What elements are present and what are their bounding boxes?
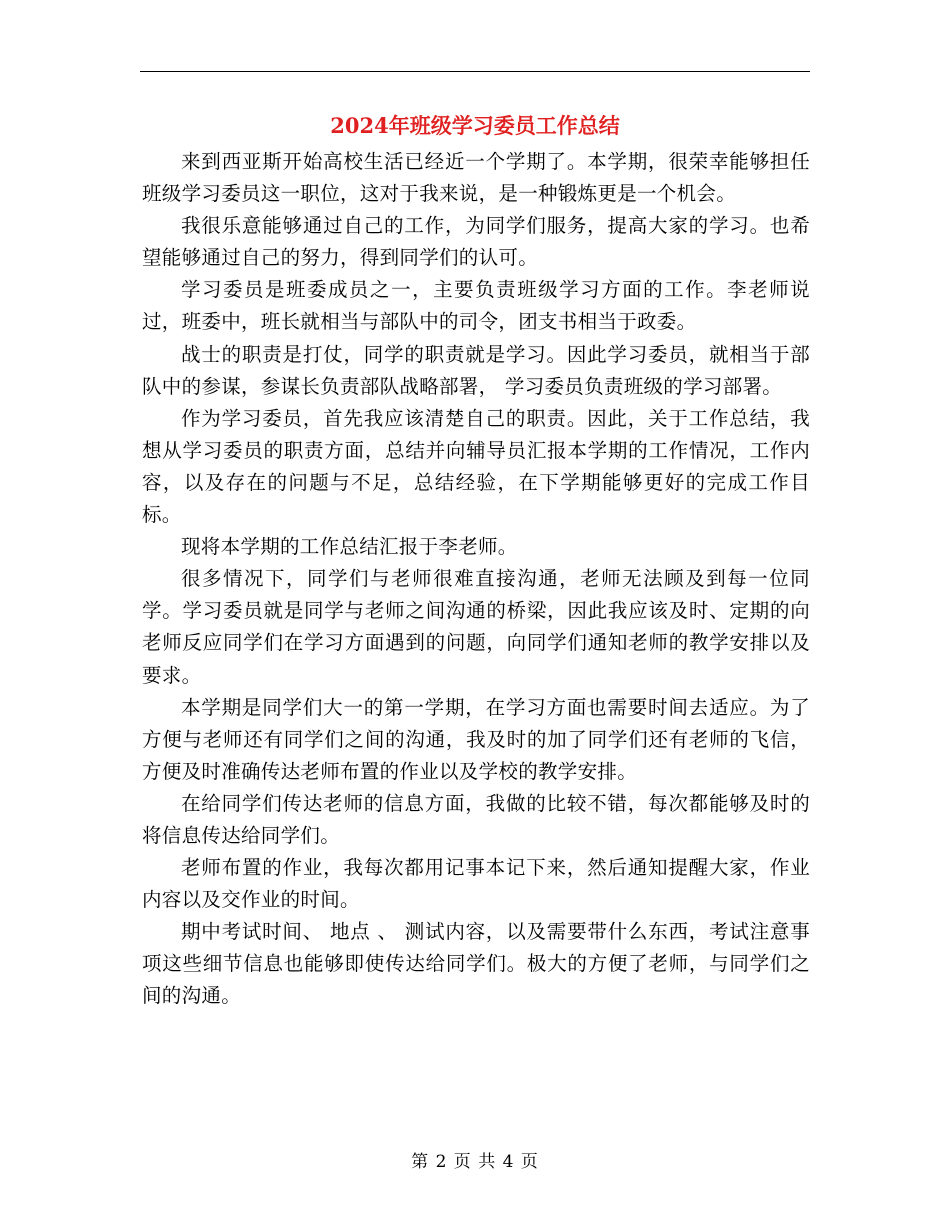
paragraph-9: 在给同学们传达老师的信息方面，我做的比较不错，每次都能够及时的将信息传达给同学们。: [142, 791, 810, 847]
paragraph-3: 学习委员是班委成员之一，主要负责班级学习方面的工作。李老师说过，班委中，班长就相当与部队中的司令，团支书相当于政委。: [142, 278, 810, 334]
document-body: [142, 146, 810, 1013]
header-rule: [140, 71, 810, 72]
paragraph-7: 很多情况下，同学们与老师很难直接沟通，老师无法顾及到每一位同学。学习委员就是同学与老师之间沟通的桥梁，因此我应该及时、定期的向老师反应同学们在学习方面遇到的问题，向同学们通知老师的教学安排以及要求。: [142, 567, 810, 687]
page-number-footer: 第 2 页 共 4 页: [411, 1152, 539, 1172]
paragraph-10: 老师布置的作业，我每次都用记事本记下来，然后通知提醒大家，作业内容以及交作业的时间。: [142, 856, 810, 912]
paragraph-6: 现将本学期的工作总结汇报于李老师。: [181, 535, 518, 559]
paragraph-2: 我很乐意能够通过自己的工作，为同学们服务，提高大家的学习。也希望能够通过自己的努力，得到同学们的认可。: [142, 214, 810, 270]
document-title: 2024年班级学习委员工作总结: [330, 113, 620, 138]
paragraph-5: 作为学习委员，首先我应该清楚自己的职责。因此，关于工作总结，我想从学习委员的职责方面，总结并向辅导员汇报本学期的工作情况，工作内容，以及存在的问题与不足，总结经验，在下学期能够更好的完成工作目标。: [142, 406, 810, 527]
paragraph-11: 期中考试时间、 地点 、 测试内容，以及需要带什么东西，考试注意事项这些细节信息也能够即使传达给同学们。极大的方便了老师，与同学们之间的沟通。: [142, 920, 810, 1008]
paragraph-1: 来到西亚斯开始高校生活已经近一个学期了。本学期，很荣幸能够担任班级学习委员这一职位，这对于我来说，是一种锻炼更是一个机会。: [142, 150, 810, 206]
paragraph-8: 本学期是同学们大一的第一学期，在学习方面也需要时间去适应。为了方便与老师还有同学们之间的沟通，我及时的加了同学们还有老师的飞信，方便及时准确传达老师布置的作业以及学校的教学安排。: [142, 695, 810, 783]
paragraph-4: 战士的职责是打仗，同学的职责就是学习。因此学习委员，就相当于部队中的参谋，参谋长负责部队战略部署， 学习委员负责班级的学习部署。: [142, 342, 810, 398]
